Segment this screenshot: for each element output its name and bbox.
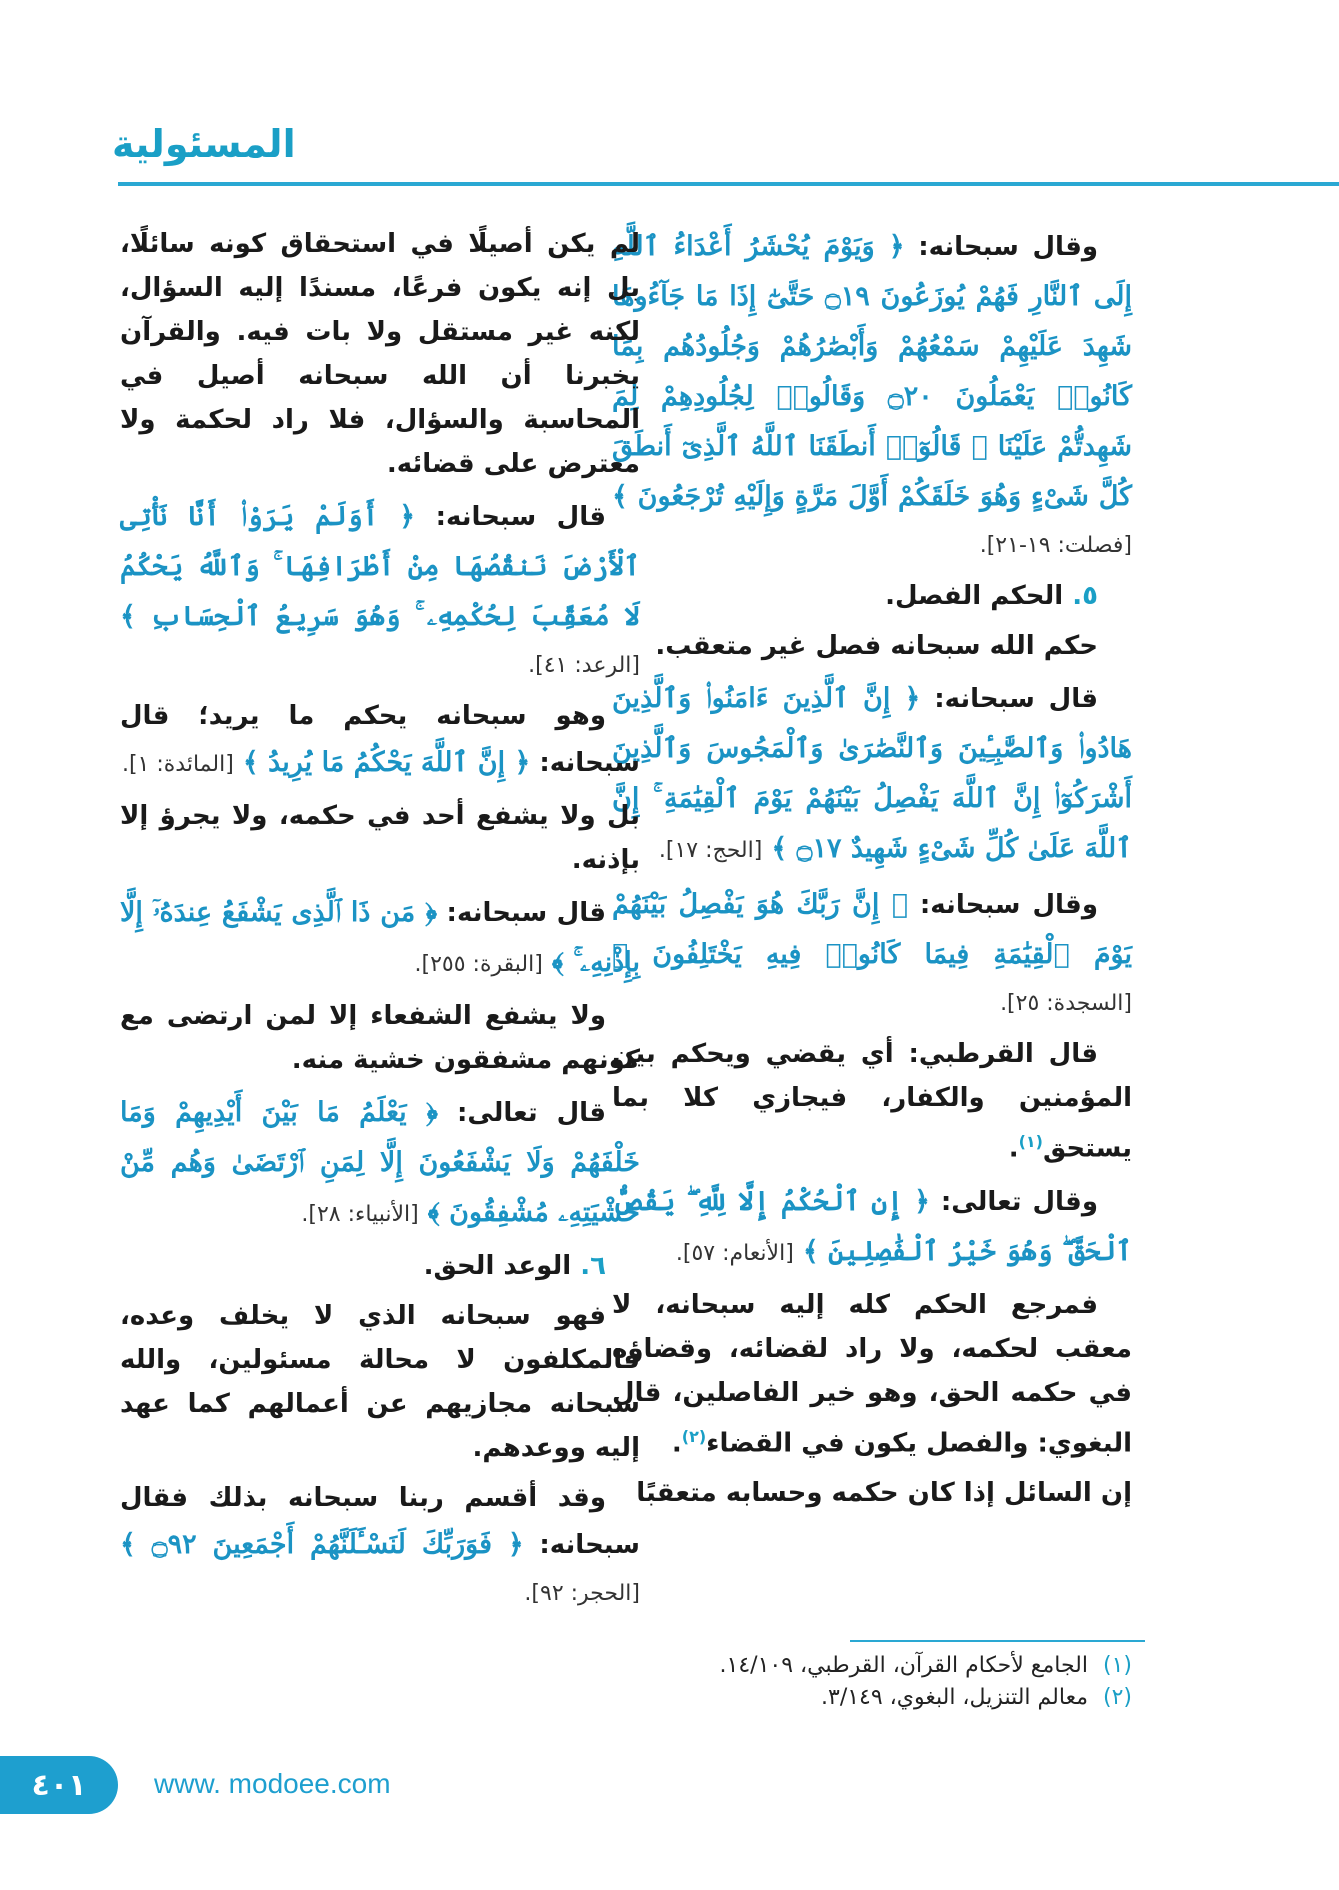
quote-intro: قال تعالى: [456,1098,606,1128]
section-number: ٥. [1072,581,1098,611]
quote-intro: وقد أقسم ربنا سبحانه بذلك فقال سبحانه: [120,1483,640,1560]
footnote-text: معالم التنزيل، البغوي، ٣/١٤٩. [821,1685,1088,1710]
verse-reference: [البقرة: ٢٥٥]. [414,952,543,977]
section-title: الحكم الفصل. [885,581,1064,611]
quote-intro: قال سبحانه: [934,684,1098,714]
right-column [612,222,1132,1521]
paragraph: إن السائل إذا كان حكمه وحسابه متعقبًا [636,1478,1132,1509]
page-number-badge: ٤٠١ [0,1756,118,1814]
footnote-item [612,1650,1132,1682]
verse-reference: [المائدة: ١]. [121,752,234,777]
footnotes [612,1650,1132,1714]
section-heading [120,1244,640,1288]
running-header-title: المسئولية [112,122,296,166]
website-link[interactable]: www. modoee.com [154,1768,391,1799]
paragraph [120,1088,640,1238]
paragraph: فهو سبحانه الذي لا يخلف وعده، فالمكلفون لا محالة مسئولين، والله سبحانه مجازيهم عن أعمالهم كما عهد إليه ووعدهم. [120,1301,640,1463]
verse-reference: [السجدة: ٢٥]. [1000,991,1132,1016]
footnote-marker[interactable]: (١) [1018,1132,1043,1151]
verse-reference: [الرعد: ٤١]. [528,653,640,678]
paragraph [120,1476,640,1616]
quran-verse: ﴿ مَن ذَا ٱلَّذِى يَشْفَعُ عِندَهُۥٓ إِلَّا بِإِذْنِهِۦ ۚ ﴾ [120,897,640,978]
paragraph: بل ولا يشفع أحد في حكمه، ولا يجرؤ إلا بإذنه. [120,801,640,875]
paragraph [612,222,1132,568]
quote-intro: وهو سبحانه يحكم ما يريد؛ قال سبحانه: [120,701,640,778]
quote-intro: قال سبحانه: [435,502,606,532]
quran-verse: ﴿ وَيَوْمَ يُحْشَرُ أَعْدَاءُ ٱللَّهِ إِلَى ٱلنَّارِ فَهُمْ يُوزَعُونَ ۝١٩ حَتَّىٰٓ إِذَا مَا جَآءُوهَا شَهِدَ عَلَيْهِمْ سَمْعُهُمْ وَأَبْصَٰرُهُمْ وَجُلُودُهُم بِمَا كَانُوا۟ يَعْمَلُونَ ۝٢٠ وَقَالُوا۟ لِجُلُودِهِمْ لِمَ شَهِدتُّمْ عَلَيْنَا ۖ قَالُوٓا۟ أَنطَقَنَا ٱللَّهُ ٱلَّذِىٓ أَنطَقَ كُلَّ شَىْءٍ وَهُوَ خَلَقَكُمْ أَوَّلَ مَرَّةٍ وَإِلَيْهِ تُرْجَعُونَ ﴾ [612,231,1132,512]
paragraph [612,1032,1132,1171]
paragraph: ولا يشفع الشفعاء إلا لمن ارتضى مع كونهم مشفقون خشية منه. [120,1001,640,1075]
left-column [120,222,640,1622]
quote-intro: وقال سبحانه: [919,890,1098,920]
footnote-number: (٢) [1102,1685,1132,1710]
header-rule [118,182,1339,186]
section-heading [612,574,1132,618]
footnote-text: الجامع لأحكام القرآن، القرطبي، ١٤/١٠٩. [719,1653,1088,1678]
paragraph-end: . [1008,1133,1019,1164]
paragraph: لم يكن أصيلًا في استحقاق كونه سائلًا، بل إنه يكون فرعًا، مسندًا إليه السؤال، لكنه غير مستقل ولا بات فيه. والقرآن يخبرنا أن الله سبحانه أصيل في المحاسبة والسؤال، فلا راد لحكمة ولا معترض على قضائه. [120,229,640,479]
paragraph [120,888,640,988]
paragraph [120,694,640,788]
paragraph [120,492,640,688]
quote-intro: وقال سبحانه: [918,232,1098,262]
verse-reference: [فصلت: ١٩-٢١]. [979,533,1132,558]
quran-verse: ﴿ إِنِ ٱلْحُكْمُ إِلَّا لِلَّهِ ۖ يَقُصُّ ٱلْحَقَّ ۖ وَهُوَ خَيْرُ ٱلْفَٰصِلِينَ ﴾ [612,1185,1132,1267]
quran-verse: ﴿ إِنَّ ٱلَّذِينَ ءَامَنُوا۟ وَٱلَّذِينَ هَادُوا۟ وَٱلصَّٰبِـِٔينَ وَٱلنَّصَٰرَىٰ وَٱلْمَجُوسَ وَٱلَّذِينَ أَشْرَكُوٓا۟ إِنَّ ٱللَّهَ يَفْصِلُ بَيْنَهُمْ يَوْمَ ٱلْقِيَٰمَةِ ۚ إِنَّ ٱللَّهَ عَلَىٰ كُلِّ شَىْءٍ شَهِيدٌ ۝١٧ ﴾ [612,683,1132,864]
paragraph-end: . [671,1428,682,1459]
quote-intro: وقال تعالى: [940,1186,1098,1217]
verse-reference: [الحج: ١٧]. [658,838,763,863]
paragraph [612,880,1132,1026]
quran-verse: ﴿ إِنَّ رَبَّكَ هُوَ يَفْصِلُ بَيْنَهُمْ يَوْمَ ٱلْقِيَٰمَةِ فِيمَا كَانُوا۟ فِيهِ يَخْتَلِفُونَ ﴾ [612,889,1132,970]
verse-reference: [الأنبياء: ٢٨]. [301,1202,419,1227]
footnote-item [612,1682,1132,1714]
paragraph [612,1177,1132,1277]
paragraph-text: فمرجع الحكم كله إليه سبحانه، لا معقب لحكمه، ولا راد لقضائه، وقضاؤه في حكمه الحق، وهو خير الفاصلين، قال البغوي: والفصل يكون في القضاء [612,1289,1132,1459]
paragraph: حكم الله سبحانه فصل غير متعقب. [655,631,1098,661]
paragraph-text: قال القرطبي: أي يقضي ويحكم بين المؤمنين والكفار، فيجازي كلا بما يستحق [612,1039,1132,1164]
section-number: ٦. [580,1251,606,1281]
verse-reference: [الحجر: ٩٢]. [524,1581,640,1606]
footnote-number: (١) [1102,1653,1132,1678]
verse-reference: [الأنعام: ٥٧]. [675,1240,794,1266]
footnote-marker[interactable]: (٢) [681,1426,707,1446]
paragraph [612,1283,1132,1466]
paragraph [612,674,1132,874]
quran-verse: ﴿ أَوَلَمْ يَرَوْا۟ أَنَّا نَأْتِى ٱلْأَرْضَ نَنقُصُهَا مِنْ أَطْرَافِهَا ۚ وَٱللَّهُ يَحْكُمُ لَا مُعَقِّبَ لِحُكْمِهِۦ ۚ وَهُوَ سَرِيعُ ٱلْحِسَابِ ﴾ [120,501,640,632]
quote-intro: قال سبحانه: [446,898,606,928]
quran-verse: ﴿ إِنَّ ٱللَّهَ يَحْكُمُ مَا يُرِيدُ ﴾ [242,747,531,778]
footnote-rule [850,1640,1145,1642]
quran-verse: ﴿ يَعْلَمُ مَا بَيْنَ أَيْدِيهِمْ وَمَا خَلْفَهُمْ وَلَا يَشْفَعُونَ إِلَّا لِمَنِ ٱرْتَضَىٰ وَهُم مِّنْ خَشْيَتِهِۦ مُشْفِقُونَ ﴾ [120,1097,640,1228]
section-title: الوعد الحق. [423,1251,572,1281]
quran-verse: ﴿ فَوَرَبِّكَ لَنَسْـَٔلَنَّهُمْ أَجْمَعِينَ ۝٩٢ ﴾ [120,1529,524,1560]
